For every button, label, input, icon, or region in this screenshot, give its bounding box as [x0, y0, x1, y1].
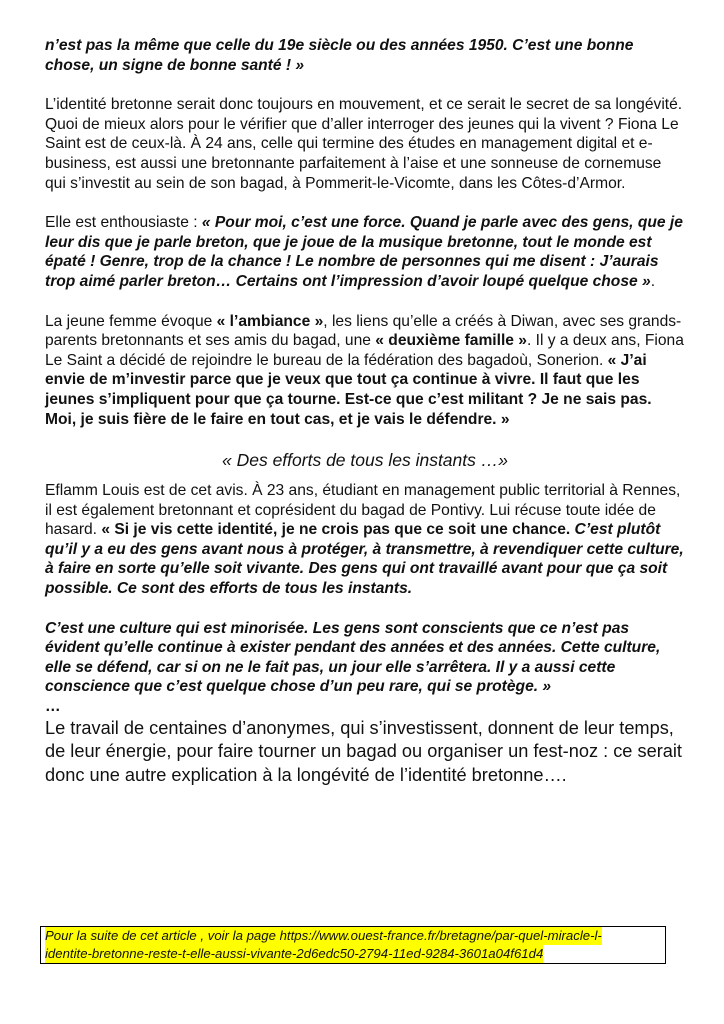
- spacer: [45, 292, 685, 312]
- body-text: Eflamm Louis est de cet avis. À 23 ans, étudiant en management public territorial à Rennes, il est également bretonnant et coprésident du bagad de Pontivy. Lui récuse toute idée de hasard.: [45, 482, 681, 539]
- body-text: . Il y a deux ans, Fiona Le Saint a décidé de rejoindre le bureau de la fédération des bagadoù, Sonerion.: [45, 332, 684, 369]
- body-text: .: [650, 272, 656, 290]
- quote-text: « Pour moi, c’est une force. Quand je parle avec des gens, que je leur dis que je parle breton, que je joue de la musique bretonne, tout le monde est épaté ! Genre, trop de la chance ! Le nombre de personnes qui me disent : J’aurais trop aimé parler breton… Certains ont l’impression d’avoir loupé quelque chose »: [45, 214, 683, 290]
- body-text: , les liens qu’elle a créés à Diwan, avec ses grands-parents bretonnants et ses amis du bagad, une: [45, 312, 682, 350]
- ellipsis-text: …: [45, 698, 61, 716]
- spacer: [45, 429, 685, 449]
- paragraph-ambiance: [45, 312, 685, 430]
- section-heading: « Des efforts de tous les instants …»: [222, 450, 508, 471]
- bold-quote: « J’ai envie de m’investir parce que je veux que tout ça continue à vivre. Il faut que les jeunes s’impliquent pour que ça tourne. Est-ce que c’est militant ? Je ne sais pas. Moi, je suis fière de le faire en tout cas, et je vais le défendre. »: [45, 351, 652, 428]
- paragraph-eflamm: [45, 481, 685, 599]
- paragraph-conclusion: [45, 717, 685, 788]
- bold-text: « l’ambiance »: [216, 312, 324, 330]
- spacer: [45, 193, 685, 213]
- spacer: [45, 471, 685, 481]
- body-text: Elle est enthousiaste :: [45, 214, 202, 232]
- bold-quote: « Si je vis cette identité, je ne crois pas que ce soit une chance.: [101, 521, 571, 539]
- source-note-box: [40, 926, 666, 964]
- paragraph-identity: [45, 95, 685, 193]
- quote-text: C’est plutôt qu’il y a eu des gens avant nous à protéger, à transmettre, à revendiquer cette culture, à faire en sorte qu’elle soit vivante. Des gens qui ont travaillé avant pour que ça soit possible. Ce sont des efforts de tous les instants.: [45, 521, 684, 598]
- ellipsis: [45, 697, 685, 717]
- paragraph-quote-end: [45, 36, 685, 75]
- spacer: [45, 75, 685, 95]
- source-link-line-1[interactable]: Pour la suite de cet article , voir la page https://www.ouest-france.fr/bretagne/par-quel-miracle-l-: [45, 928, 602, 943]
- paragraph-minority-culture: [45, 619, 685, 697]
- quote-text: C’est une culture qui est minorisée. Les gens sont conscients que ce n’est pas évident qu’elle continue à exister pendant des années et des années. Cette culture, elle se défend, car si on ne le fait pas, un jour elle s’arrêtera. Il y a aussi cette conscience que c’est quelque chose d’un peu rare, qui se protège. »: [45, 619, 661, 696]
- body-text: L’identité bretonne serait donc toujours en mouvement, et ce serait le secret de sa longévité. Quoi de mieux alors pour le vérifier que d’aller interroger des jeunes qui la vivent ? Fiona Le Saint est de ceux-là. À 24 ans, celle qui termine des études en management digital et e-business, est aussi une bretonnante parfaitement à l’aise et une sonneuse de cornemuse qui s’investit au sein de son bagad, à Pommerit-le-Vicomte, dans les Côtes-d’Armor.: [45, 96, 683, 192]
- spacer: [45, 599, 685, 619]
- body-text: La jeune femme évoque: [45, 312, 217, 330]
- article-body: [45, 36, 685, 787]
- quote-text: n’est pas la même que celle du 19e siècle ou des années 1950. C’est une bonne chose, un signe de bonne santé ! »: [45, 37, 634, 74]
- paragraph-fiona-quote: [45, 213, 685, 291]
- source-link-line-2[interactable]: identite-bretonne-reste-t-elle-aussi-vivante-2d6edc50-2794-11ed-9284-3601a04f61d4: [45, 946, 544, 961]
- body-text: Le travail de centaines d’anonymes, qui s’investissent, donnent de leur temps, de leur énergie, pour faire tourner un bagad ou organiser un fest-noz : ce serait donc une autre explication à la longévité de l’identité bretonne….: [45, 717, 682, 785]
- bold-text: « deuxième famille »: [375, 332, 527, 350]
